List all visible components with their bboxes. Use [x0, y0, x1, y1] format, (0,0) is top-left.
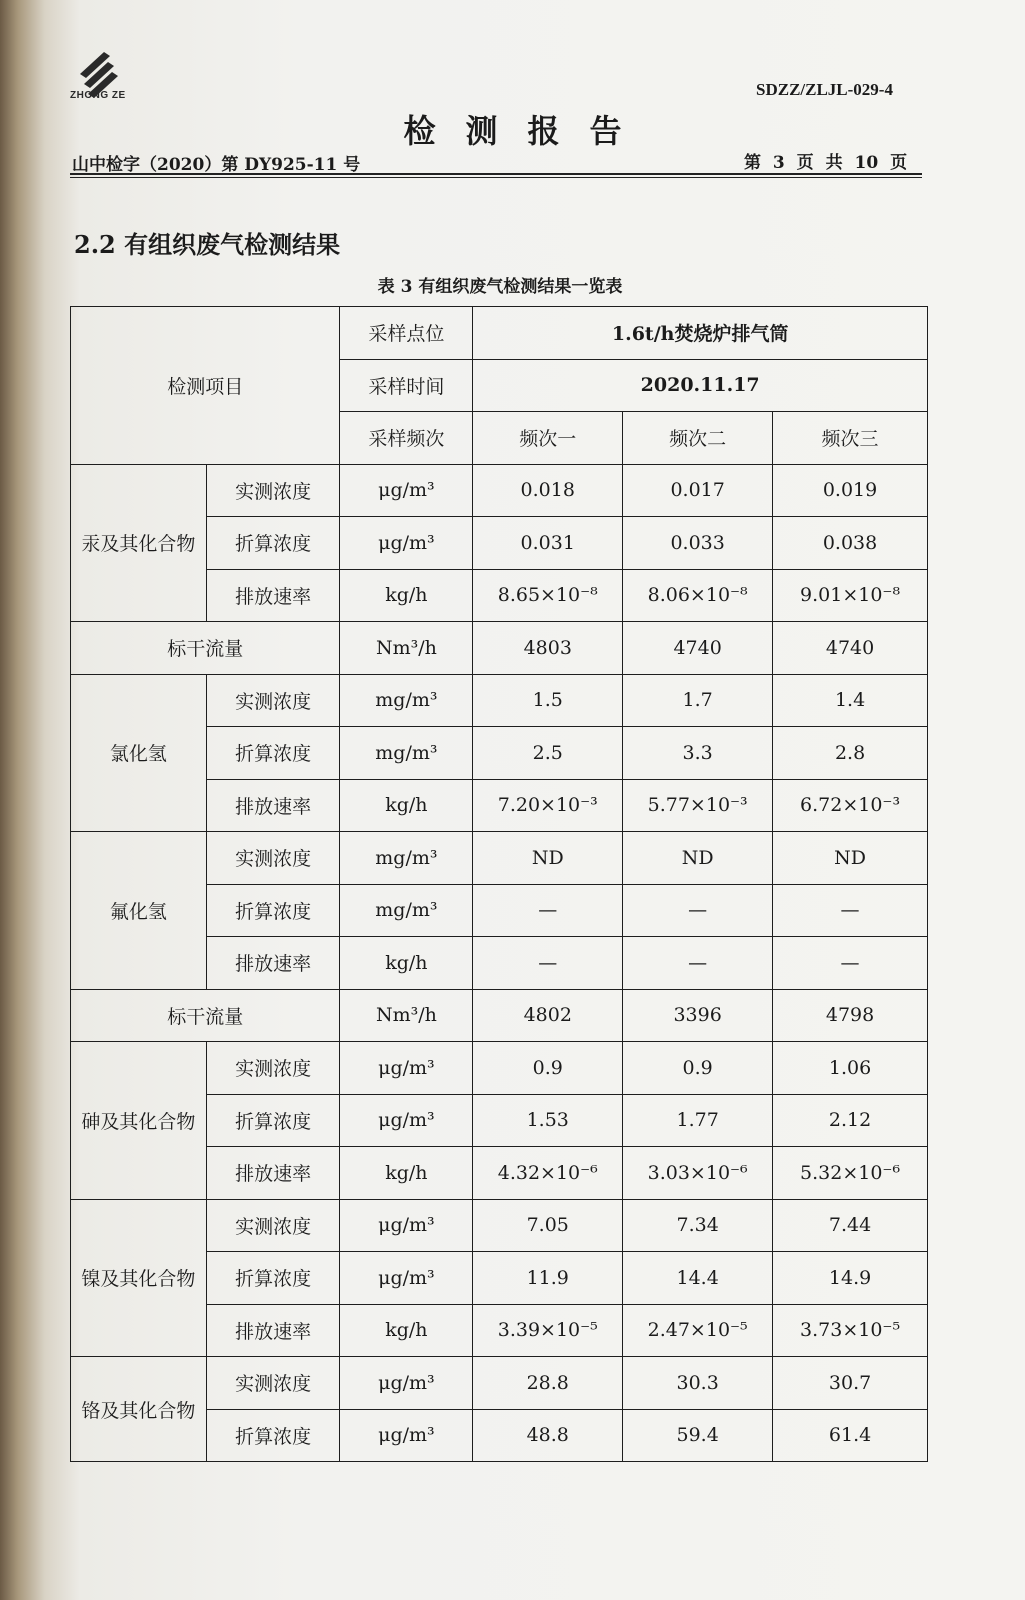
- cell-value: 6.72×10⁻³: [773, 779, 928, 832]
- cell-value: 4740: [623, 622, 773, 675]
- cell-value: 11.9: [473, 1252, 623, 1305]
- table-row: [71, 464, 928, 517]
- cell-value: 3396: [623, 989, 773, 1042]
- row-label: 折算浓度: [206, 884, 340, 937]
- cell-value: —: [773, 937, 928, 990]
- cell-value: 7.05: [473, 1199, 623, 1252]
- freq-2: 频次二: [623, 412, 773, 465]
- page-title: 检测报告: [403, 112, 652, 150]
- cell-value: 1.77: [623, 1094, 773, 1147]
- cell-value: —: [623, 937, 773, 990]
- cell-value: 0.031: [473, 517, 623, 570]
- cell-value: —: [473, 884, 623, 937]
- row-label: 实测浓度: [206, 1199, 340, 1252]
- cell-value: 3.03×10⁻⁶: [623, 1147, 773, 1200]
- row-unit: μg/m³: [340, 1409, 473, 1462]
- logo-text: ZHONG ZE: [70, 90, 126, 101]
- cell-value: 1.4: [773, 674, 928, 727]
- time-label: 采样时间: [340, 359, 473, 412]
- table-caption: 表 3 有组织废气检测结果一览表: [377, 277, 623, 297]
- cell-value: 2.8: [773, 727, 928, 780]
- cell-value: 14.9: [773, 1252, 928, 1305]
- point-label: 采样点位: [340, 307, 473, 360]
- row-label: 折算浓度: [206, 1409, 340, 1462]
- table-row: [71, 989, 928, 1042]
- table-row: [71, 1199, 928, 1252]
- cell-value: 5.77×10⁻³: [623, 779, 773, 832]
- item-header: 检测项目: [71, 307, 340, 465]
- freq-1: 频次一: [473, 412, 623, 465]
- row-label: 排放速率: [206, 1147, 340, 1200]
- cell-value: —: [473, 937, 623, 990]
- cell-value: 7.20×10⁻³: [473, 779, 623, 832]
- freq-3: 频次三: [773, 412, 928, 465]
- group-name: 砷及其化合物: [71, 1042, 207, 1200]
- row-label: 实测浓度: [206, 1357, 340, 1410]
- group-name: 镍及其化合物: [71, 1199, 207, 1357]
- header-rule: [70, 173, 922, 178]
- cell-value: 4803: [473, 622, 623, 675]
- cell-value: 61.4: [773, 1409, 928, 1462]
- row-unit: mg/m³: [340, 674, 473, 727]
- row-label: 实测浓度: [206, 674, 340, 727]
- cell-value: 28.8: [473, 1357, 623, 1410]
- report-number: 山中检字（2020）第 DY925-11 号: [72, 155, 361, 175]
- table-row: [71, 307, 928, 360]
- row-label: 折算浓度: [206, 517, 340, 570]
- cell-value: 30.7: [773, 1357, 928, 1410]
- cell-value: 1.7: [623, 674, 773, 727]
- cell-value: 2.47×10⁻⁵: [623, 1304, 773, 1357]
- cell-value: 8.65×10⁻⁸: [473, 569, 623, 622]
- row-unit: μg/m³: [340, 1357, 473, 1410]
- cell-value: ND: [773, 832, 928, 885]
- row-label: 排放速率: [206, 1304, 340, 1357]
- group-name: 铬及其化合物: [71, 1357, 207, 1462]
- cell-value: 3.39×10⁻⁵: [473, 1304, 623, 1357]
- table-row: [71, 1042, 928, 1095]
- results-table: [70, 306, 928, 1462]
- row-unit: kg/h: [340, 1147, 473, 1200]
- row-unit: μg/m³: [340, 517, 473, 570]
- cell-value: 3.73×10⁻⁵: [773, 1304, 928, 1357]
- table-row: [71, 1357, 928, 1410]
- row-unit: μg/m³: [340, 1042, 473, 1095]
- cell-value: 0.033: [623, 517, 773, 570]
- row-label: 排放速率: [206, 779, 340, 832]
- cell-value: 7.34: [623, 1199, 773, 1252]
- cell-value: ND: [623, 832, 773, 885]
- row-unit: mg/m³: [340, 832, 473, 885]
- row-unit: μg/m³: [340, 1199, 473, 1252]
- row-label: 排放速率: [206, 937, 340, 990]
- cell-value: 4.32×10⁻⁶: [473, 1147, 623, 1200]
- cell-value: 1.53: [473, 1094, 623, 1147]
- document-code: SDZZ/ZLJL-029-4: [756, 80, 893, 99]
- row-unit: kg/h: [340, 1304, 473, 1357]
- cell-value: 0.018: [473, 464, 623, 517]
- cell-value: 30.3: [623, 1357, 773, 1410]
- cell-value: 2.5: [473, 727, 623, 780]
- row-label: 折算浓度: [206, 727, 340, 780]
- row-unit: Nm³/h: [340, 622, 473, 675]
- cell-value: 5.32×10⁻⁶: [773, 1147, 928, 1200]
- row-unit: kg/h: [340, 937, 473, 990]
- group-name: 汞及其化合物: [71, 464, 207, 622]
- table-row: [71, 622, 928, 675]
- point-value: 1.6t/h焚烧炉排气筒: [473, 307, 928, 360]
- cell-value: ND: [473, 832, 623, 885]
- cell-value: 4798: [773, 989, 928, 1042]
- row-label: 标干流量: [71, 622, 340, 675]
- row-label: 实测浓度: [206, 832, 340, 885]
- row-unit: mg/m³: [340, 727, 473, 780]
- row-label: 标干流量: [71, 989, 340, 1042]
- cell-value: 1.5: [473, 674, 623, 727]
- row-label: 实测浓度: [206, 464, 340, 517]
- row-unit: mg/m³: [340, 884, 473, 937]
- cell-value: 14.4: [623, 1252, 773, 1305]
- cell-value: 4740: [773, 622, 928, 675]
- section-title: 2.2 有组织废气检测结果: [74, 230, 341, 259]
- row-unit: μg/m³: [340, 1252, 473, 1305]
- cell-value: 3.3: [623, 727, 773, 780]
- cell-value: 8.06×10⁻⁸: [623, 569, 773, 622]
- row-unit: kg/h: [340, 779, 473, 832]
- row-unit: μg/m³: [340, 464, 473, 517]
- freq-label: 采样频次: [340, 412, 473, 465]
- cell-value: 0.038: [773, 517, 928, 570]
- cell-value: 0.017: [623, 464, 773, 517]
- table-row: [71, 674, 928, 727]
- cell-value: 9.01×10⁻⁸: [773, 569, 928, 622]
- cell-value: 2.12: [773, 1094, 928, 1147]
- cell-value: 1.06: [773, 1042, 928, 1095]
- row-label: 排放速率: [206, 569, 340, 622]
- cell-value: 0.9: [473, 1042, 623, 1095]
- group-name: 氟化氢: [71, 832, 207, 990]
- row-unit: Nm³/h: [340, 989, 473, 1042]
- cell-value: 59.4: [623, 1409, 773, 1462]
- page-info: 第 3 页 共 10 页: [744, 153, 908, 173]
- cell-value: —: [623, 884, 773, 937]
- cell-value: 0.019: [773, 464, 928, 517]
- cell-value: 0.9: [623, 1042, 773, 1095]
- cell-value: 48.8: [473, 1409, 623, 1462]
- cell-value: 7.44: [773, 1199, 928, 1252]
- row-label: 实测浓度: [206, 1042, 340, 1095]
- group-name: 氯化氢: [71, 674, 207, 832]
- table-row: [71, 832, 928, 885]
- row-unit: μg/m³: [340, 1094, 473, 1147]
- cell-value: 4802: [473, 989, 623, 1042]
- time-value: 2020.11.17: [473, 359, 928, 412]
- row-unit: kg/h: [340, 569, 473, 622]
- row-label: 折算浓度: [206, 1252, 340, 1305]
- cell-value: —: [773, 884, 928, 937]
- row-label: 折算浓度: [206, 1094, 340, 1147]
